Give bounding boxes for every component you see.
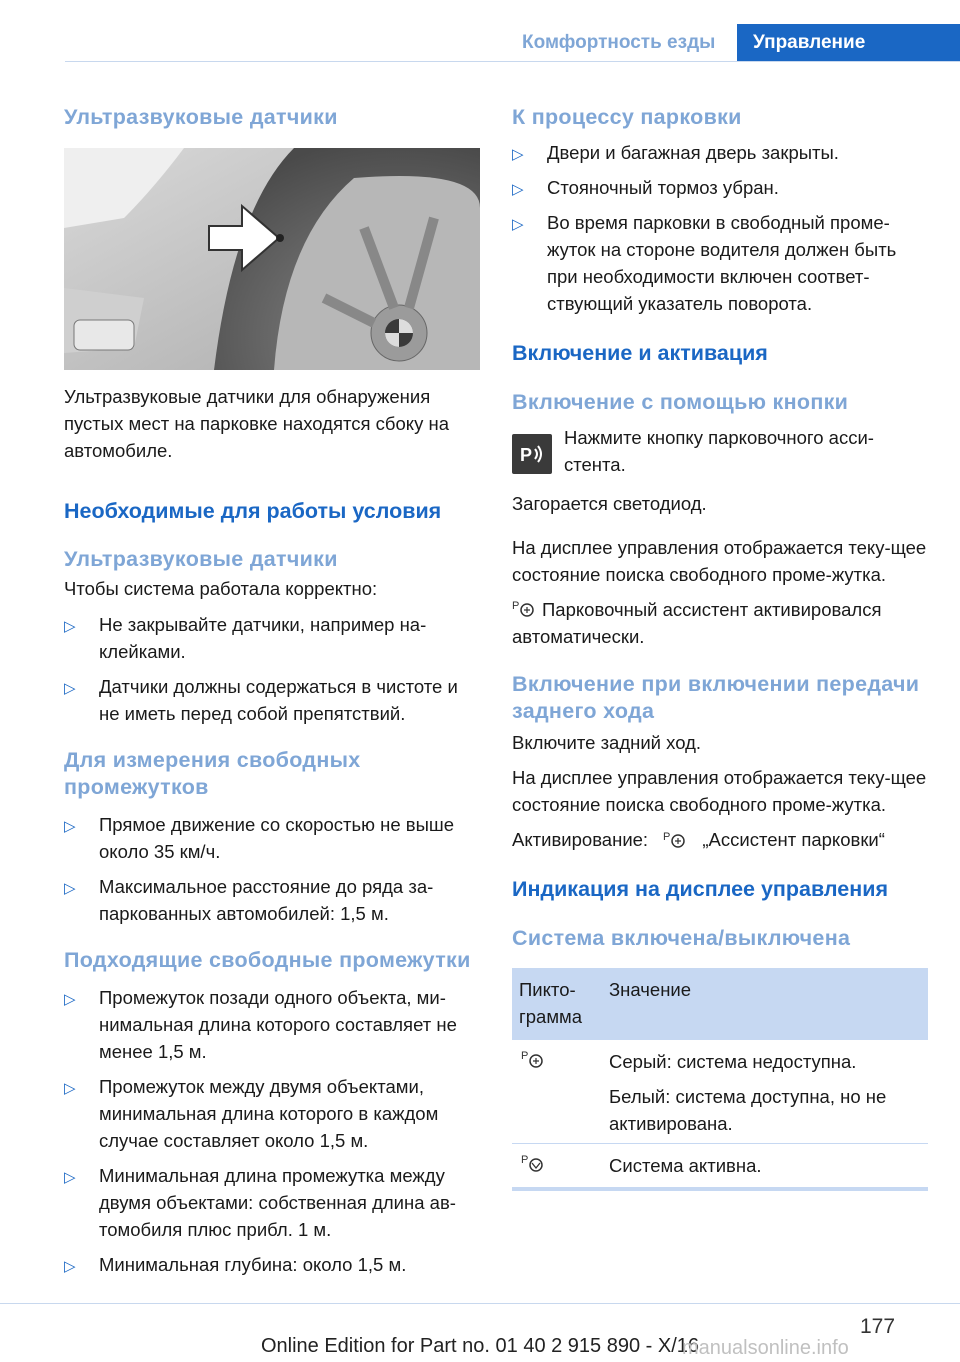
activate-value: „Ассистент парковки“ [702,829,885,850]
list-item: ▷ Прямое движение со скоростью не выше около 35 км/ч. [64,814,455,862]
heading-button: Включение с помощью кнопки [512,390,849,414]
heading-process: К процессу парковки [512,105,742,129]
svg-text:P: P [512,600,520,612]
park-assist-icon [517,439,547,469]
bullet-icon: ▷ [64,818,76,835]
bullet-icon: ▷ [64,680,76,697]
list-item: ▷ Датчики должны содержаться в чистоте и не иметь перед собой препятствий. [64,676,458,724]
sensors-list [64,611,482,727]
footer-divider [0,1303,960,1304]
park-assist-small-icon [512,598,536,618]
list-item: ▷ Максимальное расстояние до ряда за-паркованных автомобилей: 1,5 м. [64,876,434,924]
heading-suitable: Подходящие свободные промежутки [64,948,471,972]
park-assist-inactive-icon [519,1048,547,1070]
bullet-icon: ▷ [512,216,524,233]
footer-watermark: manualsonline.info [682,1337,849,1359]
photo-description: Ультразвуковые датчики для обнаружения пустых мест на парковке находятся сбоку на автомобиле. [64,386,449,461]
list-item: ▷ Стояночный тормоз убран. [512,174,930,201]
right-column [512,100,930,1191]
heading-enable: Включение и активация [512,341,768,365]
heading-reverse: Включение при включении передачи заднего хода [512,672,920,723]
reverse-text: Включите задний ход. [512,732,702,753]
list-item: ▷ Промежуток позади одного объекта, ми-нимальная длина которого составляет не менее 1,5 м. [64,987,457,1062]
sensor-photo [64,148,480,370]
list-item: ▷ Минимальная длина промежутка между двумя объектами: собственная длина ав-томобиля плюс прибл. 1 м. [64,1165,456,1240]
svg-text:P: P [663,831,671,843]
table-header-pictogram: Пикто-грамма [512,968,602,1040]
bullet-icon: ▷ [64,880,76,897]
park-assist-button-icon [512,434,552,474]
button-instruction [512,424,930,478]
header-chapter-tab[interactable]: Управление [737,24,960,62]
bullet-icon: ▷ [512,146,524,163]
heading-conditions: Необходимые для работы условия [64,499,442,523]
suitable-list [64,984,482,1278]
list-item: ▷ Во время парковки в свободный проме-жуток на стороне водителя должен быть при необходимости включен соответ-ствующий указатель поворота. [512,212,897,314]
page-header [0,0,960,62]
heading-onoff: Система включена/выключена [512,926,851,950]
table-row [512,1144,928,1190]
park-assist-small-icon [661,829,689,849]
heading-sensors-sub: Ультразвуковые датчики [64,547,338,571]
measure-list [64,811,482,927]
list-item: ▷ Минимальная глубина: около 1,5 м. [64,1251,482,1278]
heading-measure: Для измерения свободных промежутков [64,748,361,799]
list-item: ▷ Двери и багажная дверь закрыты. [512,139,930,166]
bullet-icon: ▷ [64,1258,76,1275]
svg-text:P: P [521,1050,529,1062]
bullet-icon: ▷ [64,1080,76,1097]
pictogram-cell [512,1040,602,1144]
page-number: 177 [860,1315,896,1338]
svg-text:P: P [520,445,533,465]
meaning-cell: Система активна. [602,1144,928,1190]
sensors-intro: Чтобы система работала корректно: [64,578,378,599]
list-item: ▷ Не закрывайте датчики, например на-клейками. [64,614,427,662]
bullet-icon: ▷ [512,181,524,198]
heading-indication: Индикация на дисплее управления [512,877,889,901]
table-header-row [512,968,928,1040]
table-row [512,1040,928,1144]
svg-text:P: P [521,1154,529,1166]
header-divider [65,61,960,62]
button-text: Нажмите кнопку парковочного асси-стента. [564,427,874,475]
table-header-meaning: Значение [602,968,928,1040]
meaning-cell: Серый: система недоступна. Белый: система доступна, но не активирована. [602,1040,928,1144]
pictogram-cell [512,1144,602,1190]
left-column [64,100,482,1278]
header-section-tab[interactable]: Комфортность езды [522,32,716,53]
activation-line: Активирование: P „Ассистент парковки“ [512,829,885,850]
heading-sensors: Ультразвуковые датчики [64,105,338,129]
bullet-icon: ▷ [64,991,76,1008]
display-text-1: На дисплее управления отображается теку-щее состояние поиска свободного проме-жутка. [512,537,927,585]
footer-edition: Online Edition for Part no. 01 40 2 915 890 - X/16 [260,1335,700,1357]
process-list [512,139,930,317]
auto-activated-text: P Парковочный ассистент активировался автоматически. [512,599,882,647]
sensor-photo-image [64,148,480,370]
bullet-icon: ▷ [64,618,76,635]
park-assist-active-icon [519,1152,547,1174]
pictogram-table [512,968,928,1191]
list-item: ▷ Промежуток между двумя объектами, минимальная длина которого в каждом случае составляет около 1,5 м. [64,1076,439,1151]
led-text: Загорается светодиод. [512,493,707,514]
bullet-icon: ▷ [64,1169,76,1186]
display-text-2: На дисплее управления отображается теку-щее состояние поиска свободного проме-жутка. [512,767,927,815]
